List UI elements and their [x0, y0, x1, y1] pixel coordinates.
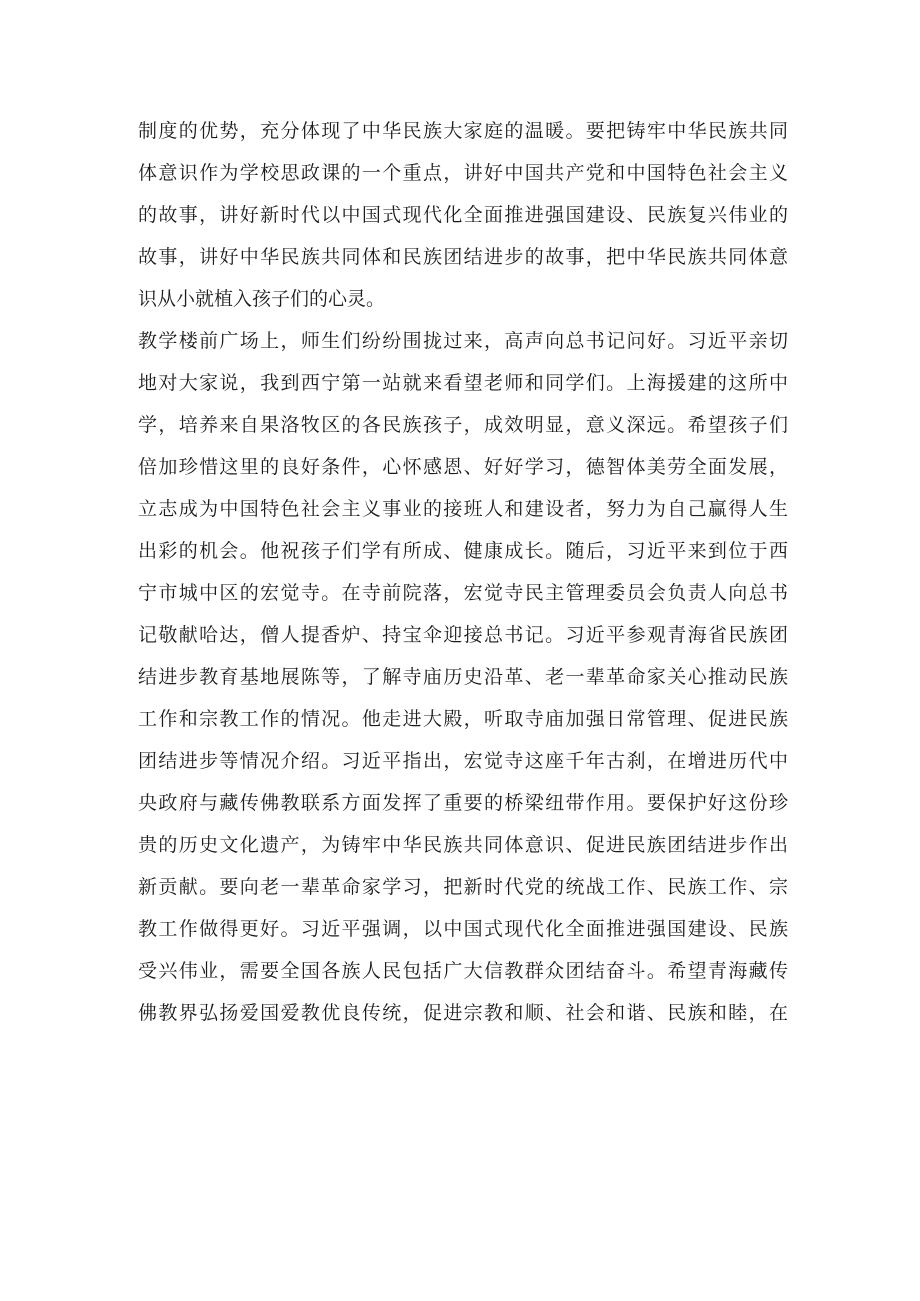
text-line: 新贡献。要向老一辈革命家学习，把新时代党的统战工作、民族工作、宗 — [138, 876, 788, 898]
text-line: 工作和宗教工作的情况。他走进大殿，听取寺庙加强日常管理、促进民族 — [138, 708, 788, 730]
text-line: 体意识作为学校思政课的一个重点，讲好中国共产党和中国特色社会主义 — [138, 162, 788, 184]
text-line: 佛教界弘扬爱国爱教优良传统，促进宗教和顺、社会和谐、民族和睦，在 — [138, 1002, 788, 1024]
text-line: 团结进步等情况介绍。习近平指出，宏觉寺这座千年古刹，在增进历代中 — [138, 750, 788, 772]
text-line: 教学楼前广场上，师生们纷纷围拢过来，高声向总书记问好。习近平亲切 — [138, 330, 788, 352]
text-line: 的故事，讲好新时代以中国式现代化全面推进强国建设、民族复兴伟业的 — [138, 204, 788, 226]
text-line: 宁市城中区的宏觉寺。在寺前院落，宏觉寺民主管理委员会负责人向总书 — [138, 582, 788, 604]
text-line: 制度的优势，充分体现了中华民族大家庭的温暖。要把铸牢中华民族共同 — [138, 120, 788, 142]
text-line: 立志成为中国特色社会主义事业的接班人和建设者，努力为自己赢得人生 — [138, 498, 788, 520]
text-line: 故事，讲好中华民族共同体和民族团结进步的故事，把中华民族共同体意 — [138, 246, 788, 268]
paragraph-1 — [138, 110, 788, 320]
text-line: 倍加珍惜这里的良好条件，心怀感恩、好好学习，德智体美劳全面发展， — [138, 456, 788, 478]
text-line: 记敬献哈达，僧人提香炉、持宝伞迎接总书记。习近平参观青海省民族团 — [138, 624, 788, 646]
text-line: 受兴伟业，需要全国各族人民包括广大信教群众团结奋斗。希望青海藏传 — [138, 960, 788, 982]
text-line: 结进步教育基地展陈等，了解寺庙历史沿革、老一辈革命家关心推动民族 — [138, 666, 788, 688]
text-line: 贵的历史文化遗产，为铸牢中华民族共同体意识、促进民族团结进步作出 — [138, 834, 788, 856]
article-body — [138, 110, 788, 1034]
text-line: 出彩的机会。他祝孩子们学有所成、健康成长。随后，习近平来到位于西 — [138, 540, 788, 562]
text-line: 教工作做得更好。习近平强调，以中国式现代化全面推进强国建设、民族 — [138, 918, 788, 940]
text-line: 识从小就植入孩子们的心灵。 — [138, 288, 386, 310]
text-line: 央政府与藏传佛教联系方面发挥了重要的桥梁纽带作用。要保护好这份珍 — [138, 792, 788, 814]
text-line: 学，培养来自果洛牧区的各民族孩子，成效明显，意义深远。希望孩子们 — [138, 414, 788, 436]
paragraph-2 — [138, 320, 788, 1034]
text-line: 地对大家说，我到西宁第一站就来看望老师和同学们。上海援建的这所中 — [138, 372, 788, 394]
